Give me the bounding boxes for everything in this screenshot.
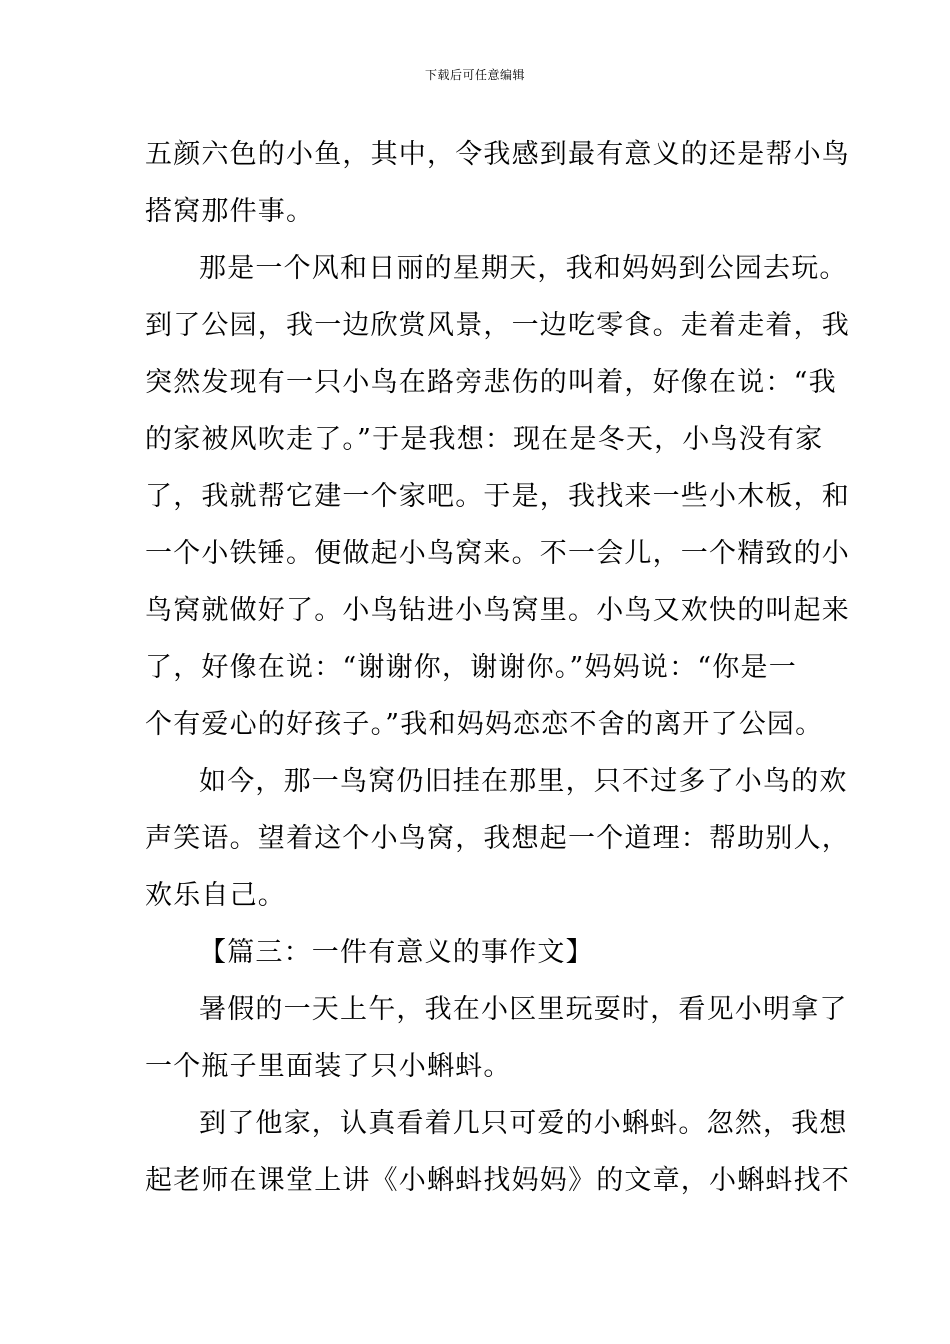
text-line: 一个瓶子里面装了只小蝌蚪。 xyxy=(145,1051,512,1082)
text-line: 鸟窝就做好了。小鸟钻进小鸟窝里。小鸟又欢快的叫起来 xyxy=(145,595,850,626)
text-line: 的家被风吹走了。”于是我想：现在是冬天，小鸟没有家 xyxy=(145,424,824,455)
text-line: 声笑语。望着这个小鸟窝，我想起一个道理：帮助别人， xyxy=(145,823,850,854)
text-line: 个有爱心的好孩子。”我和妈妈恋恋不舍的离开了公园。 xyxy=(145,709,824,740)
text-line: 到了公园，我一边欣赏风景，一边吃零食。走着走着，我 xyxy=(145,310,850,341)
text-line: 了，我就帮它建一个家吧。于是，我找来一些小木板，和 xyxy=(145,481,850,512)
page-header: 下载后可任意编辑 xyxy=(424,68,525,82)
text-line: 起老师在课堂上讲《小蝌蚪找妈妈》的文章，小蝌蚪找不 xyxy=(145,1165,850,1196)
text-line: 五颜六色的小鱼，其中，令我感到最有意义的还是帮小鸟 xyxy=(145,139,850,170)
text-line: 了，好像在说：“谢谢你，谢谢你。”妈妈说：“你是一 xyxy=(145,652,797,683)
text-line: 欢乐自己。 xyxy=(145,880,286,911)
text-line: 暑假的一天上午，我在小区里玩耍时，看见小明拿了 xyxy=(199,994,848,1025)
text-line: 【篇三：一件有意义的事作文】 xyxy=(199,937,594,968)
text-line: 到了他家，认真看着几只可爱的小蝌蚪。忽然，我想 xyxy=(199,1108,848,1139)
text-line: 搭窝那件事。 xyxy=(145,196,315,227)
text-line: 那是一个风和日丽的星期天，我和妈妈到公园去玩。 xyxy=(199,253,848,284)
text-line: 突然发现有一只小鸟在路旁悲伤的叫着，好像在说：“我 xyxy=(145,367,837,398)
text-line: 如今，那一鸟窝仍旧挂在那里，只不过多了小鸟的欢 xyxy=(199,766,848,797)
document-body xyxy=(145,126,850,1209)
text-line: 一个小铁锤。便做起小鸟窝来。不一会儿，一个精致的小 xyxy=(145,538,850,569)
